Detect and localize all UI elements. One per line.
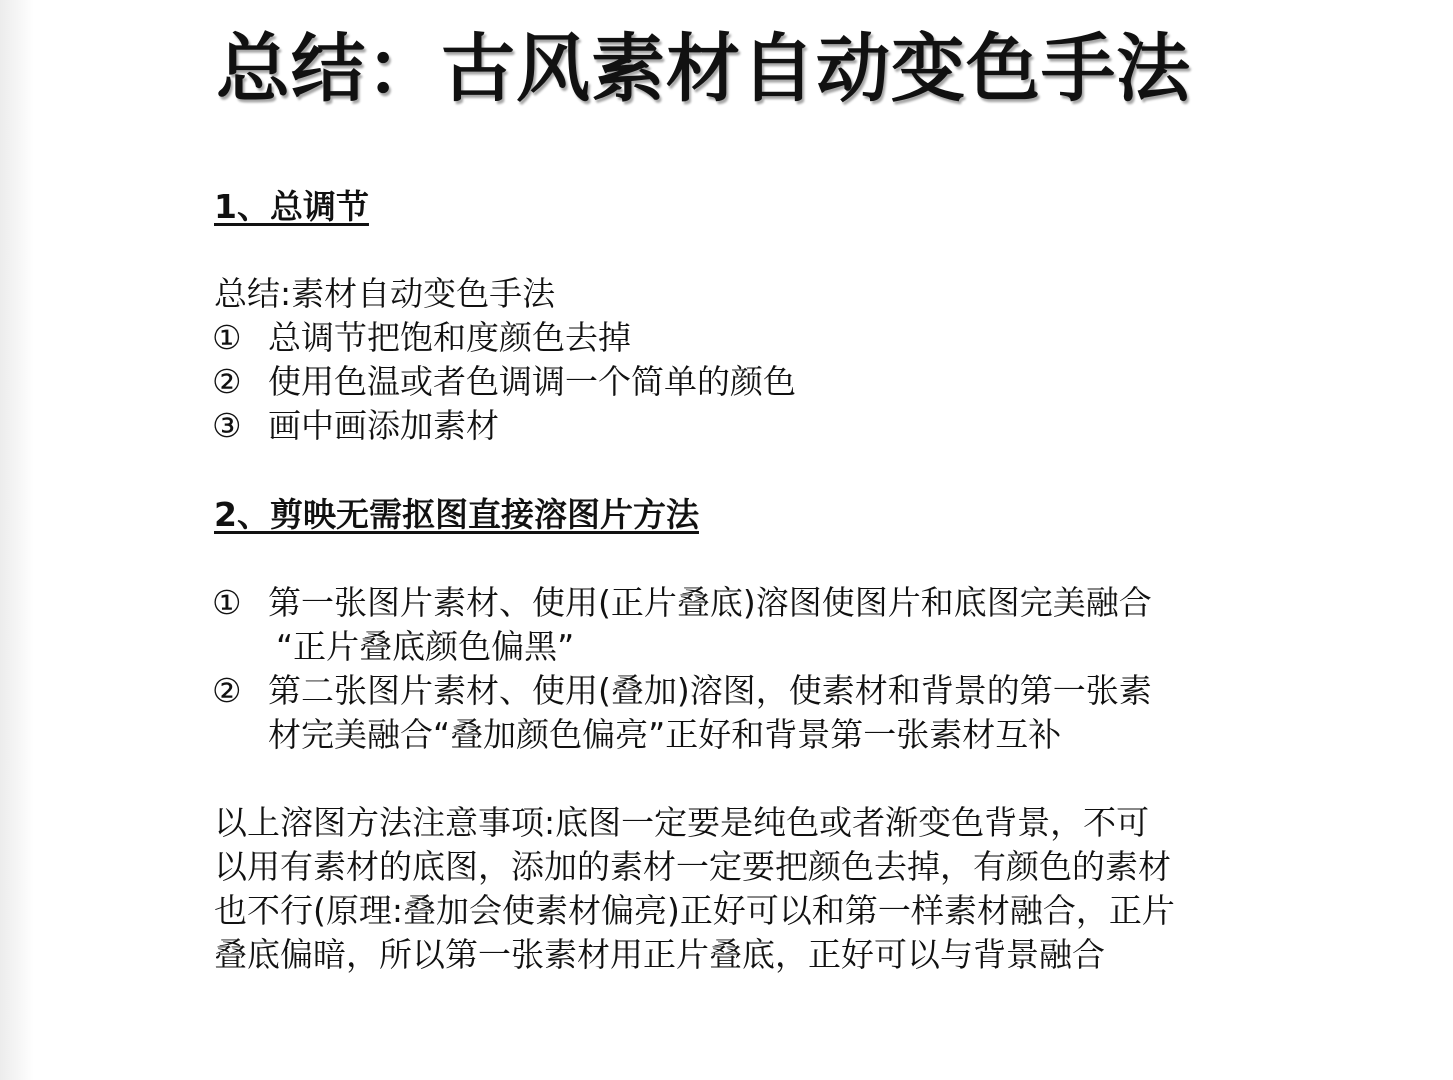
item-text — [268, 669, 1152, 757]
document-title: 总结：古风素材自动变色手法 — [216, 26, 1191, 112]
item-text: 总调节把饱和度颜色去掉 — [268, 318, 631, 357]
item-marker: ① — [212, 318, 242, 357]
item-text: 画中画添加素材 — [268, 406, 499, 445]
section1-summary: 总结:素材自动变色手法 — [214, 274, 556, 313]
notes-line-2: 以用有素材的底图，添加的素材一定要把颜色去掉，有颜色的素材 — [214, 847, 1171, 886]
item-marker: ① — [212, 583, 242, 622]
section-heading-1: 1、总调节 — [214, 187, 369, 226]
item-marker: ② — [212, 362, 242, 401]
item-text-line-2: 材完美融合“叠加颜色偏亮”正好和背景第一张素材互补 — [268, 715, 1062, 754]
page-edge-shadow — [0, 0, 34, 1080]
item-text — [268, 581, 1152, 669]
section-heading-2: 2、剪映无需抠图直接溶图片方法 — [214, 495, 699, 534]
item-text-line-1: 第一张图片素材、使用(正片叠底)溶图使图片和底图完美融合 — [268, 583, 1152, 622]
item-text-line-1: 第二张图片素材、使用(叠加)溶图，使素材和背景的第一张素 — [268, 671, 1152, 710]
notes-line-1: 以上溶图方法注意事项:底图一定要是纯色或者渐变色背景，不可 — [214, 803, 1150, 842]
notes-line-4: 叠底偏暗，所以第一张素材用正片叠底，正好可以与背景融合 — [214, 935, 1105, 974]
notes-line-3: 也不行(原理:叠加会使素材偏亮)正好可以和第一样素材融合，正片 — [214, 891, 1175, 930]
item-marker: ② — [212, 671, 242, 710]
item-text-line-2: “正片叠底颜色偏黑” — [276, 627, 575, 666]
item-text: 使用色温或者色调调一个简单的颜色 — [268, 362, 796, 401]
document-page — [212, 0, 1312, 1080]
item-marker: ③ — [212, 406, 242, 445]
